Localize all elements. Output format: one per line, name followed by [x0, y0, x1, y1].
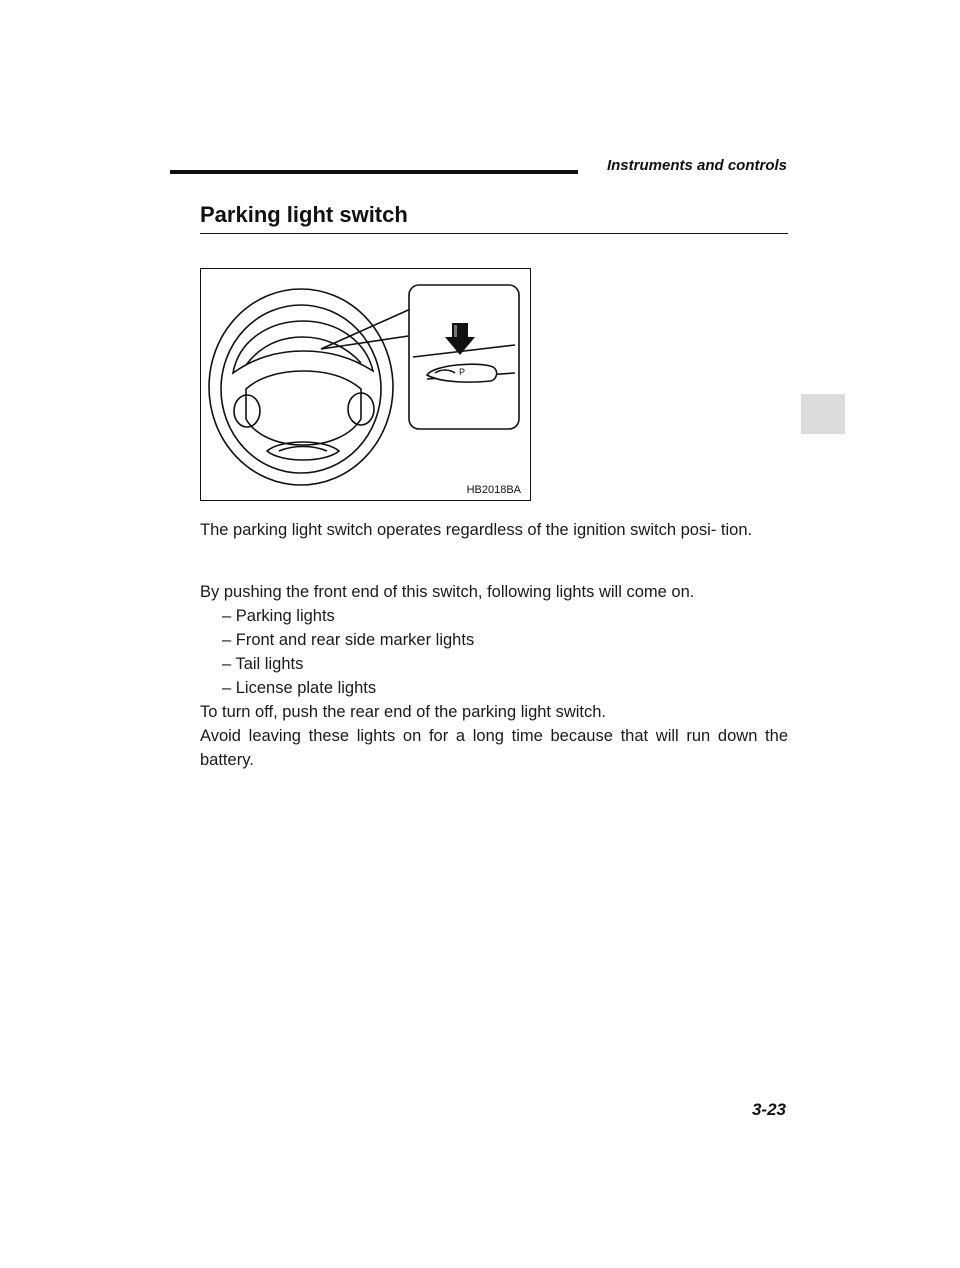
illustration-figure	[200, 268, 531, 501]
list-item: – Front and rear side marker lights	[222, 631, 475, 649]
paragraph-3: To turn off, push the rear end of the parking light switch.	[200, 703, 607, 721]
section-header: Instruments and controls	[606, 157, 787, 174]
paragraph-1: The parking light switch operates regardless of the ignition switch posi- tion.	[200, 521, 753, 539]
list-item: – Parking lights	[222, 607, 335, 625]
page-title: Parking light switch	[200, 202, 408, 227]
chapter-tab	[801, 394, 845, 434]
lights-list	[222, 604, 474, 700]
paragraph-2: By pushing the front end of this switch, following lights will come on.	[200, 583, 695, 601]
title-rule	[200, 233, 788, 234]
switch-symbol: P	[459, 367, 466, 377]
header-rule	[170, 170, 578, 174]
figure-code: HB2018BA	[466, 484, 521, 496]
list-item: – License plate lights	[222, 679, 377, 697]
paragraph-4: Avoid leaving these lights on for a long time because that will run down the battery.	[200, 727, 788, 769]
steering-wheel-illustration	[201, 269, 532, 502]
list-item: – Tail lights	[222, 655, 304, 673]
page-number: 3-23	[751, 1100, 786, 1119]
